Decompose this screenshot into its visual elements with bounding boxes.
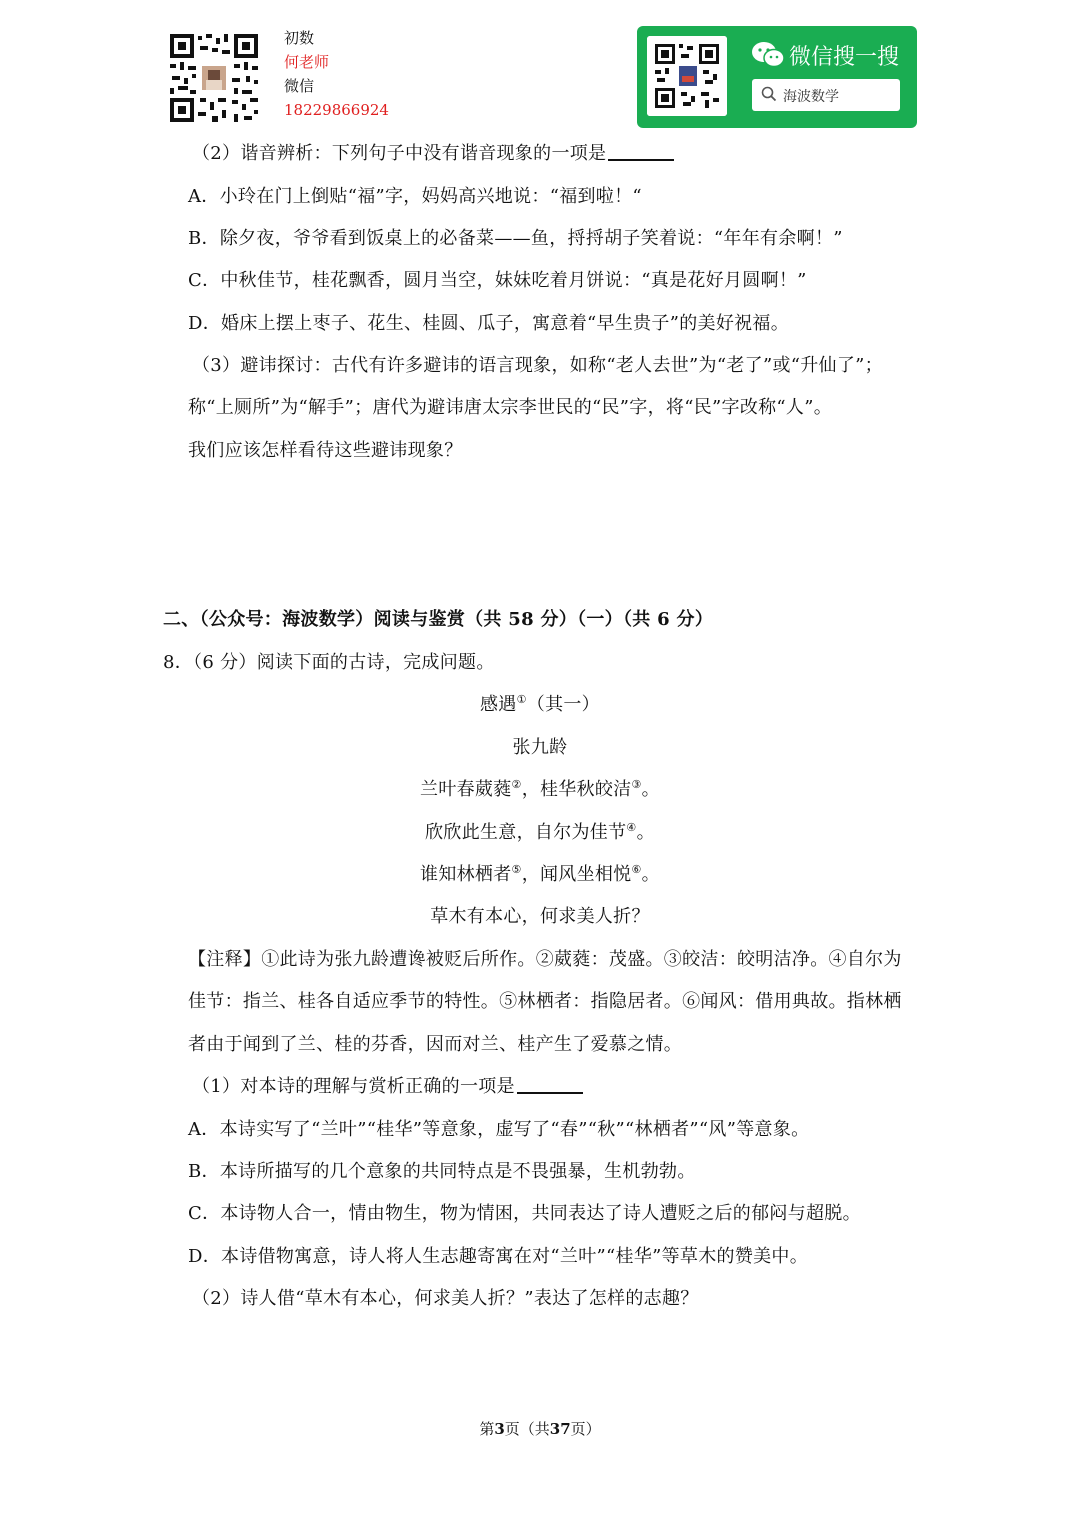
poem-notes-line3: 者由于闻到了兰、桂的芬香，因而对兰、桂产生了爱慕之情。 <box>188 1034 683 1055</box>
answer-blank <box>608 141 674 161</box>
q7-part3-line3: 我们应该怎样看待这些避讳现象？ <box>188 440 463 461</box>
q7-part3-line2: 称“上厕所”为“解手”；唐代为避讳唐太宗李世民的“民”字，将“民”字改称“人”。 <box>188 397 833 418</box>
teacher-qr-code <box>168 32 260 124</box>
q7-option-d: D．婚床上摆上枣子、花生、桂圆、瓜子，寓意着“早生贵子”的美好祝福。 <box>188 313 790 334</box>
wechat-logo-icon <box>751 41 785 69</box>
q8-part2-prompt: （2）诗人借“草木有本心，何求美人折？”表达了怎样的志趣？ <box>192 1288 699 1309</box>
poem-line-2: 欣欣此生意，自尔为佳节④。 <box>425 821 655 843</box>
contact-subject: 初数 <box>284 29 315 47</box>
q8-part1-prompt: （1）对本诗的理解与赏析正确的一项是 <box>192 1074 583 1100</box>
q8-option-a: A．本诗实写了“兰叶”“桂华”等意象，虚写了“春”“秋”“林栖者”“风”等意象。 <box>188 1119 810 1140</box>
page-total: 37 <box>549 1420 571 1438</box>
q8-option-d: D．本诗借物寓意，诗人将人生志趣寄寓在对“兰叶”“桂华”等草木的赞美中。 <box>188 1246 809 1267</box>
search-icon <box>761 86 777 102</box>
poem-title: 感遇①（其一） <box>480 693 600 715</box>
poem-notes-line1: 【注释】①此诗为张九龄遭谗被贬后所作。②葳蕤：茂盛。③皎洁：皎明洁净。④自尔为 <box>188 949 902 970</box>
poem-line-3: 谁知林栖者⑤，闻风坐相悦⑥。 <box>420 863 660 885</box>
poem-notes-line2: 佳节：指兰、桂各自适应季节的特性。⑤林栖者：指隐居者。⑥闻风：借用典故。指林栖 <box>188 991 902 1012</box>
poem-line-4: 草木有本心，何求美人折？ <box>430 906 650 927</box>
contact-info <box>284 26 389 122</box>
q7-part3-line1: （3）避讳探讨：古代有许多避讳的语言现象，如称“老人去世”为“老了”或“升仙了”； <box>192 355 883 376</box>
answer-blank <box>517 1074 583 1094</box>
wechat-search-input[interactable] <box>752 79 900 111</box>
section2-heading: 二、（公众号：海波数学）阅读与鉴赏（共 58 分）（一）（共 6 分） <box>163 609 714 630</box>
contact-wechat-label: 微信 <box>284 77 315 95</box>
q8-option-c: C．本诗物人合一，情由物生，物为情困，共同表达了诗人遭贬之后的郁闷与超脱。 <box>188 1203 861 1224</box>
q7-option-c: C．中秋佳节，桂花飘香，圆月当空，妹妹吃着月饼说：“真是花好月圆啊！” <box>188 270 807 291</box>
poem-author: 张九龄 <box>512 737 568 758</box>
q7-part2-prompt: （2）谐音辨析：下列句子中没有谐音现象的一项是 <box>192 141 674 167</box>
wechat-search-title: 微信搜一搜 <box>789 45 900 70</box>
page-number: 3 <box>494 1420 505 1438</box>
poem-line-1: 兰叶春葳蕤②，桂华秋皎洁③。 <box>420 778 660 800</box>
q7-option-b: B．除夕夜，爷爷看到饭桌上的必备菜——鱼，捋捋胡子笑着说：“年年有余啊！” <box>188 228 843 249</box>
page-footer: 第3页（共37页） <box>479 1420 601 1438</box>
wechat-qr-code <box>647 36 727 116</box>
q8-intro: 8．（6 分）阅读下面的古诗，完成问题。 <box>163 652 495 673</box>
wechat-search-banner[interactable] <box>637 26 917 128</box>
contact-teacher: 何老师 <box>284 53 330 71</box>
contact-phone: 18229866924 <box>284 101 389 119</box>
wechat-search-text: 海波数学 <box>783 89 839 105</box>
q7-option-a: A．小玲在门上倒贴“福”字，妈妈高兴地说：“福到啦！“ <box>188 186 642 207</box>
q8-option-b: B．本诗所描写的几个意象的共同特点是不畏强暴，生机勃勃。 <box>188 1161 696 1182</box>
